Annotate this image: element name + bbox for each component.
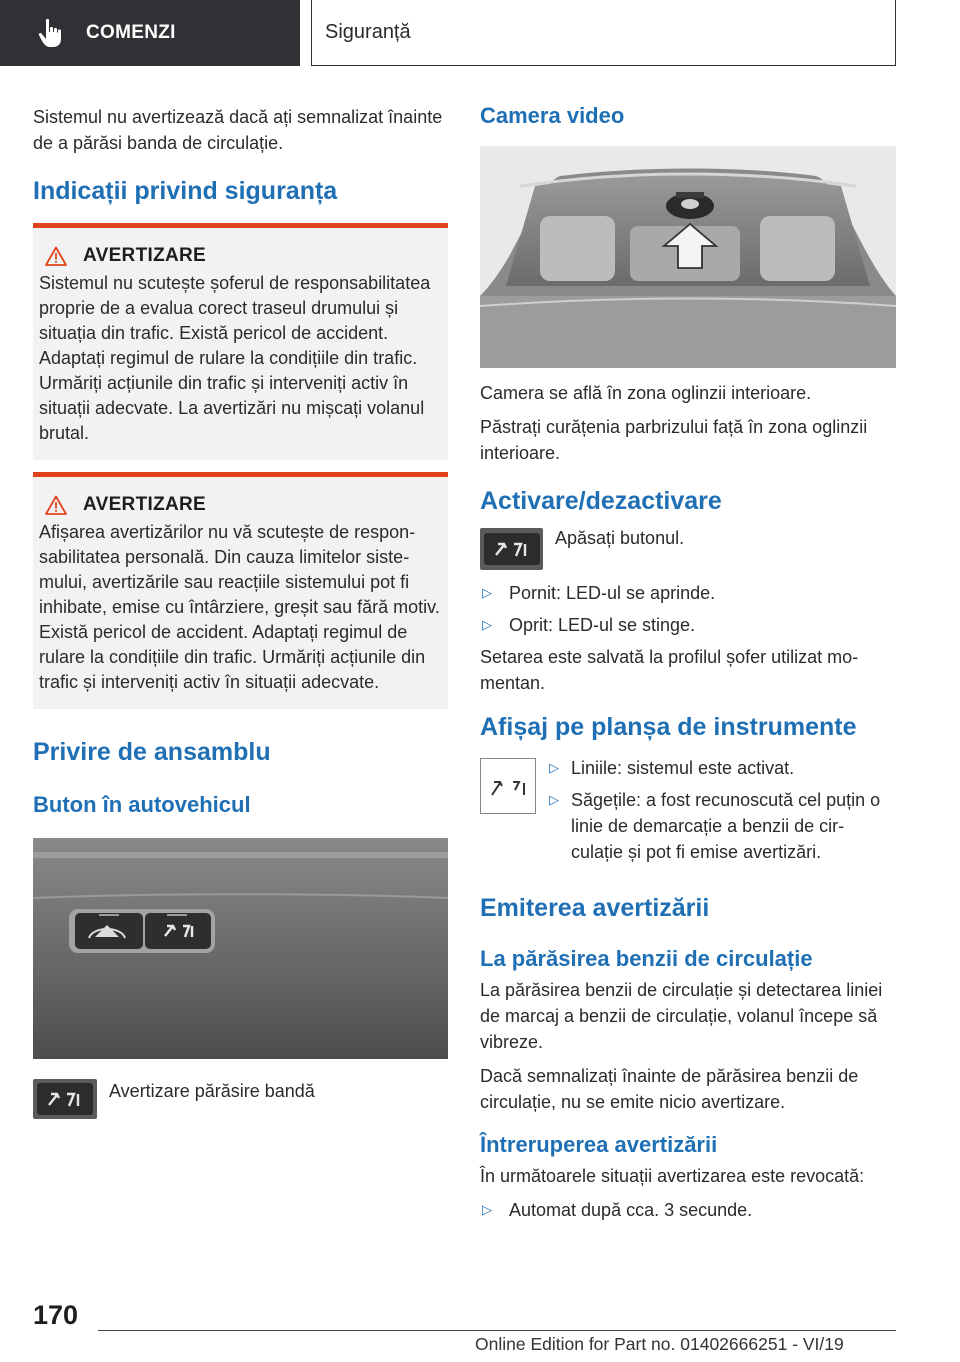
activate-heading: Activare/dezactivare: [480, 487, 722, 515]
warning-title: AVERTIZARE: [83, 245, 206, 266]
list-item: ▷ Oprit: LED-ul se stinge.: [480, 612, 896, 638]
triangle-bullet-icon: ▷: [482, 1202, 492, 1217]
press-button-row: [480, 528, 896, 570]
camera-photo: [480, 146, 896, 368]
emit-heading: Emiterea avertizării: [480, 894, 710, 922]
camera-clean-text: Păstrați curățenia parbrizului față în zona oglinzii interioare.: [480, 417, 868, 463]
interrupt-heading: Întreruperea avertizării: [480, 1132, 718, 1157]
list-item: ▷ Automat după cca. 3 secunde.: [480, 1197, 896, 1223]
warning-title: AVERTIZARE: [83, 494, 206, 515]
left-column: [33, 104, 448, 1119]
display-heading: Afișaj pe planșa de instrumente: [480, 713, 857, 741]
lane-departure-icon: [492, 539, 532, 559]
windshield-camera-illustration: [480, 146, 896, 368]
hand-pointer-icon: [38, 18, 64, 48]
leave-lane-heading: La părăsirea benzii de circulație: [480, 946, 813, 971]
button-caption-row: [33, 1079, 448, 1119]
warning-box: [33, 223, 448, 460]
list-item: ▷ Pornit: LED-ul se aprinde.: [480, 580, 896, 606]
lane-lines-icon: [486, 771, 530, 801]
press-button-text: Apăsați butonul.: [555, 528, 685, 548]
intro-paragraph: Sistemul nu avertizează dacă ați semnalizat înainte de a părăsi banda de circulație.: [33, 107, 443, 153]
triangle-bullet-icon: ▷: [549, 792, 559, 807]
button-panel-illustration: [33, 838, 448, 1059]
lane-warning-button-image: [33, 1079, 97, 1119]
warning-text: Sistemul nu scutește șoferul de responsabilitatea proprie de a evalua corect traseul drumului și situația din trafic. Există pericol de accident. Adaptați regimul de rulare la condițiile din trafic. Urmăriți acțiunile din trafic și interveniți activ în situații adecvate. La avertizări nu mișcați volanul brutal.: [39, 273, 431, 443]
lane-departure-icon: [45, 1089, 85, 1109]
right-column: [480, 100, 896, 1229]
button-panel-photo: [33, 838, 448, 1059]
interrupt-text: În următoarele situații avertizarea este revocată:: [480, 1166, 865, 1186]
page-number: 170: [33, 1300, 79, 1330]
leave-lane-text: La părăsirea benzii de circulație și detectarea liniei de marcaj a benzii de circulație, volanul începe să vibreze.: [480, 980, 883, 1052]
warning-box: [33, 472, 448, 709]
activate-list: [480, 580, 896, 638]
list-item: ▷ Liniile: sistemul este activat.: [547, 755, 887, 781]
saved-note: Setarea este salvată la profilul șofer utilizat momentan.: [480, 647, 859, 693]
warning-triangle-icon: [45, 246, 67, 266]
lane-warning-button-image[interactable]: [480, 528, 543, 570]
safety-heading: Indicații privind siguranța: [33, 177, 338, 205]
edition-note: Online Edition for Part no. 01402666251 - VI/19: [475, 1334, 844, 1354]
list-item: ▷ Săgețile: a fost recunoscută cel puțin o linie de demarcație a benzii de circulație și pot fi emise avertizări.: [547, 787, 887, 865]
button-caption: Avertizare părăsire bandă: [109, 1081, 315, 1101]
button-heading: Buton în autovehicul: [33, 792, 251, 817]
lane-lines-display-image: [480, 758, 536, 814]
footer-divider: [98, 1330, 896, 1331]
triangle-bullet-icon: ▷: [482, 617, 492, 632]
turn-signal-text: Dacă semnalizați înainte de părăsirea benzii de circulație, nu se emite nicio avertizare.: [480, 1066, 859, 1112]
triangle-bullet-icon: ▷: [482, 585, 492, 600]
overview-heading: Privire de ansamblu: [33, 738, 271, 766]
warning-text: Afișarea avertizărilor nu vă scutește de responsabilitatea personală. Din cauza limitelor sistemului, avertizările sau reacțiile sistemului pot fi inhibate, emise cu întârziere, greșit sau fără motiv. Există pericol de accident. Adaptați regimul de rulare la condițiile din trafic. Urmăriți acțiunile din trafic și interveniți activ în situații adecvate.: [39, 522, 440, 692]
triangle-bullet-icon: ▷: [549, 760, 559, 775]
warning-triangle-icon: [45, 495, 67, 515]
section-title: Siguranță: [311, 0, 896, 66]
chapter-tab[interactable]: [0, 0, 300, 66]
display-row: [480, 758, 896, 871]
chapter-label: COMENZI: [86, 22, 176, 43]
camera-heading: Camera video: [480, 103, 625, 128]
camera-location-text: Camera se află în zona oglinzii interioare.: [480, 383, 812, 403]
